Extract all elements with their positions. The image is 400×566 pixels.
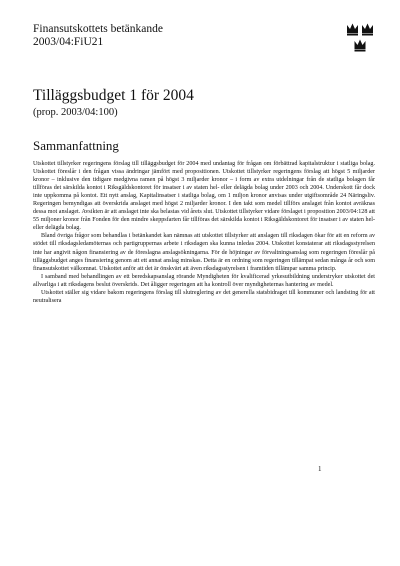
- report-title: Tilläggsbudget 1 för 2004: [33, 87, 194, 104]
- report-number: 2003/04:FiU21: [33, 36, 104, 48]
- page-number: 1: [318, 465, 322, 473]
- section-heading: Sammanfattning: [33, 138, 119, 153]
- proposition-reference: (prop. 2003/04:100): [33, 107, 118, 118]
- three-crowns-logo-icon: [345, 22, 375, 54]
- summary-paragraph-4: Utskottet ställer sig vidare bakom regeringens förslag till slutreglering av det generella statsbidraget till kommuner och landsting för att neutralisera: [33, 289, 375, 304]
- summary-paragraph-3: I samband med behandlingen av ett beredskapsanslag rörande Myndigheten för kvalificerad yrkesutbildning understryker utskottet det allvarliga i att riksdagens beslut överskrids. Det åligger regeringen att ha kontroll över myndigheternas hantering av medel.: [33, 273, 375, 288]
- summary-paragraph-1: Utskottet tillstyrker regeringens förslag till tilläggsbudget för 2004 med undantag för frågan om förbättrad kapitalstruktur i statliga bolag. Utskottet föreslår i den frågan vissa ändringar jämfört med propositionen. Utskottet tillstyrker regeringens förslag att högst 5 miljarder kronor – inklusive den tidigare medgivna ramen på högst 3 miljarder kronor – i form av extra utdelningar från de statliga bolagen får tillföras det särskilda kontot i Riksgäldskontoret för insatser i av staten hel- eller delägda bolag under 2003 och 2004. Underskott får dock inte uppkomma på kontot. Ett nytt anslag, Kapitalinsatser i statliga bolag, om 1 miljon kronor anvisas under utgiftsområde 24 Näringsliv. Regeringen bemyndigas att överskrida anslaget med högst 2 miljarder kronor. I den takt som medel tillförs anslaget från kontot avräknas dessa mot anslaget. Avsikten är att anslaget inte ska belastas vid årets slut. Utskottet tillstyrker vidare förslaget i proposition 2003/04:128 att 55 miljoner kronor från Fonden för den mindre skeppsfarten får tillföras det särskilda kontot i Riksgäldskontoret för insatser i av staten hel- eller delägda bolag.: [33, 161, 375, 232]
- document-header: [33, 23, 163, 49]
- summary-body: [33, 160, 375, 305]
- summary-paragraph-2: Bland övriga frågor som behandlas i betänkandet kan nämnas att utskottet tillstyrker att anslagen till riksdagen ökar för att en reform av stödet till riksdagsledamöternas och partigruppernas arbete i riksdagen ska kunna inledas 2004. Utskottet konstaterar att riksdagsstyrelsen inte har angivit någon finansiering av de föreslagna anslagsökningarna. För de höjningar av förvaltningsanslag som regeringen föreslår på tilläggsbudget anges finansiering genom att ett annat anslag minskas. Detta är en ordning som regeringen tillämpat sedan många år och som finansutskottet välkomnat. Utskottet anför att det är önskvärt att även riksdagsstyrelsen i framtiden tillämpar samma princip.: [33, 233, 375, 272]
- committee-name: Finansutskottets betänkande: [33, 23, 163, 35]
